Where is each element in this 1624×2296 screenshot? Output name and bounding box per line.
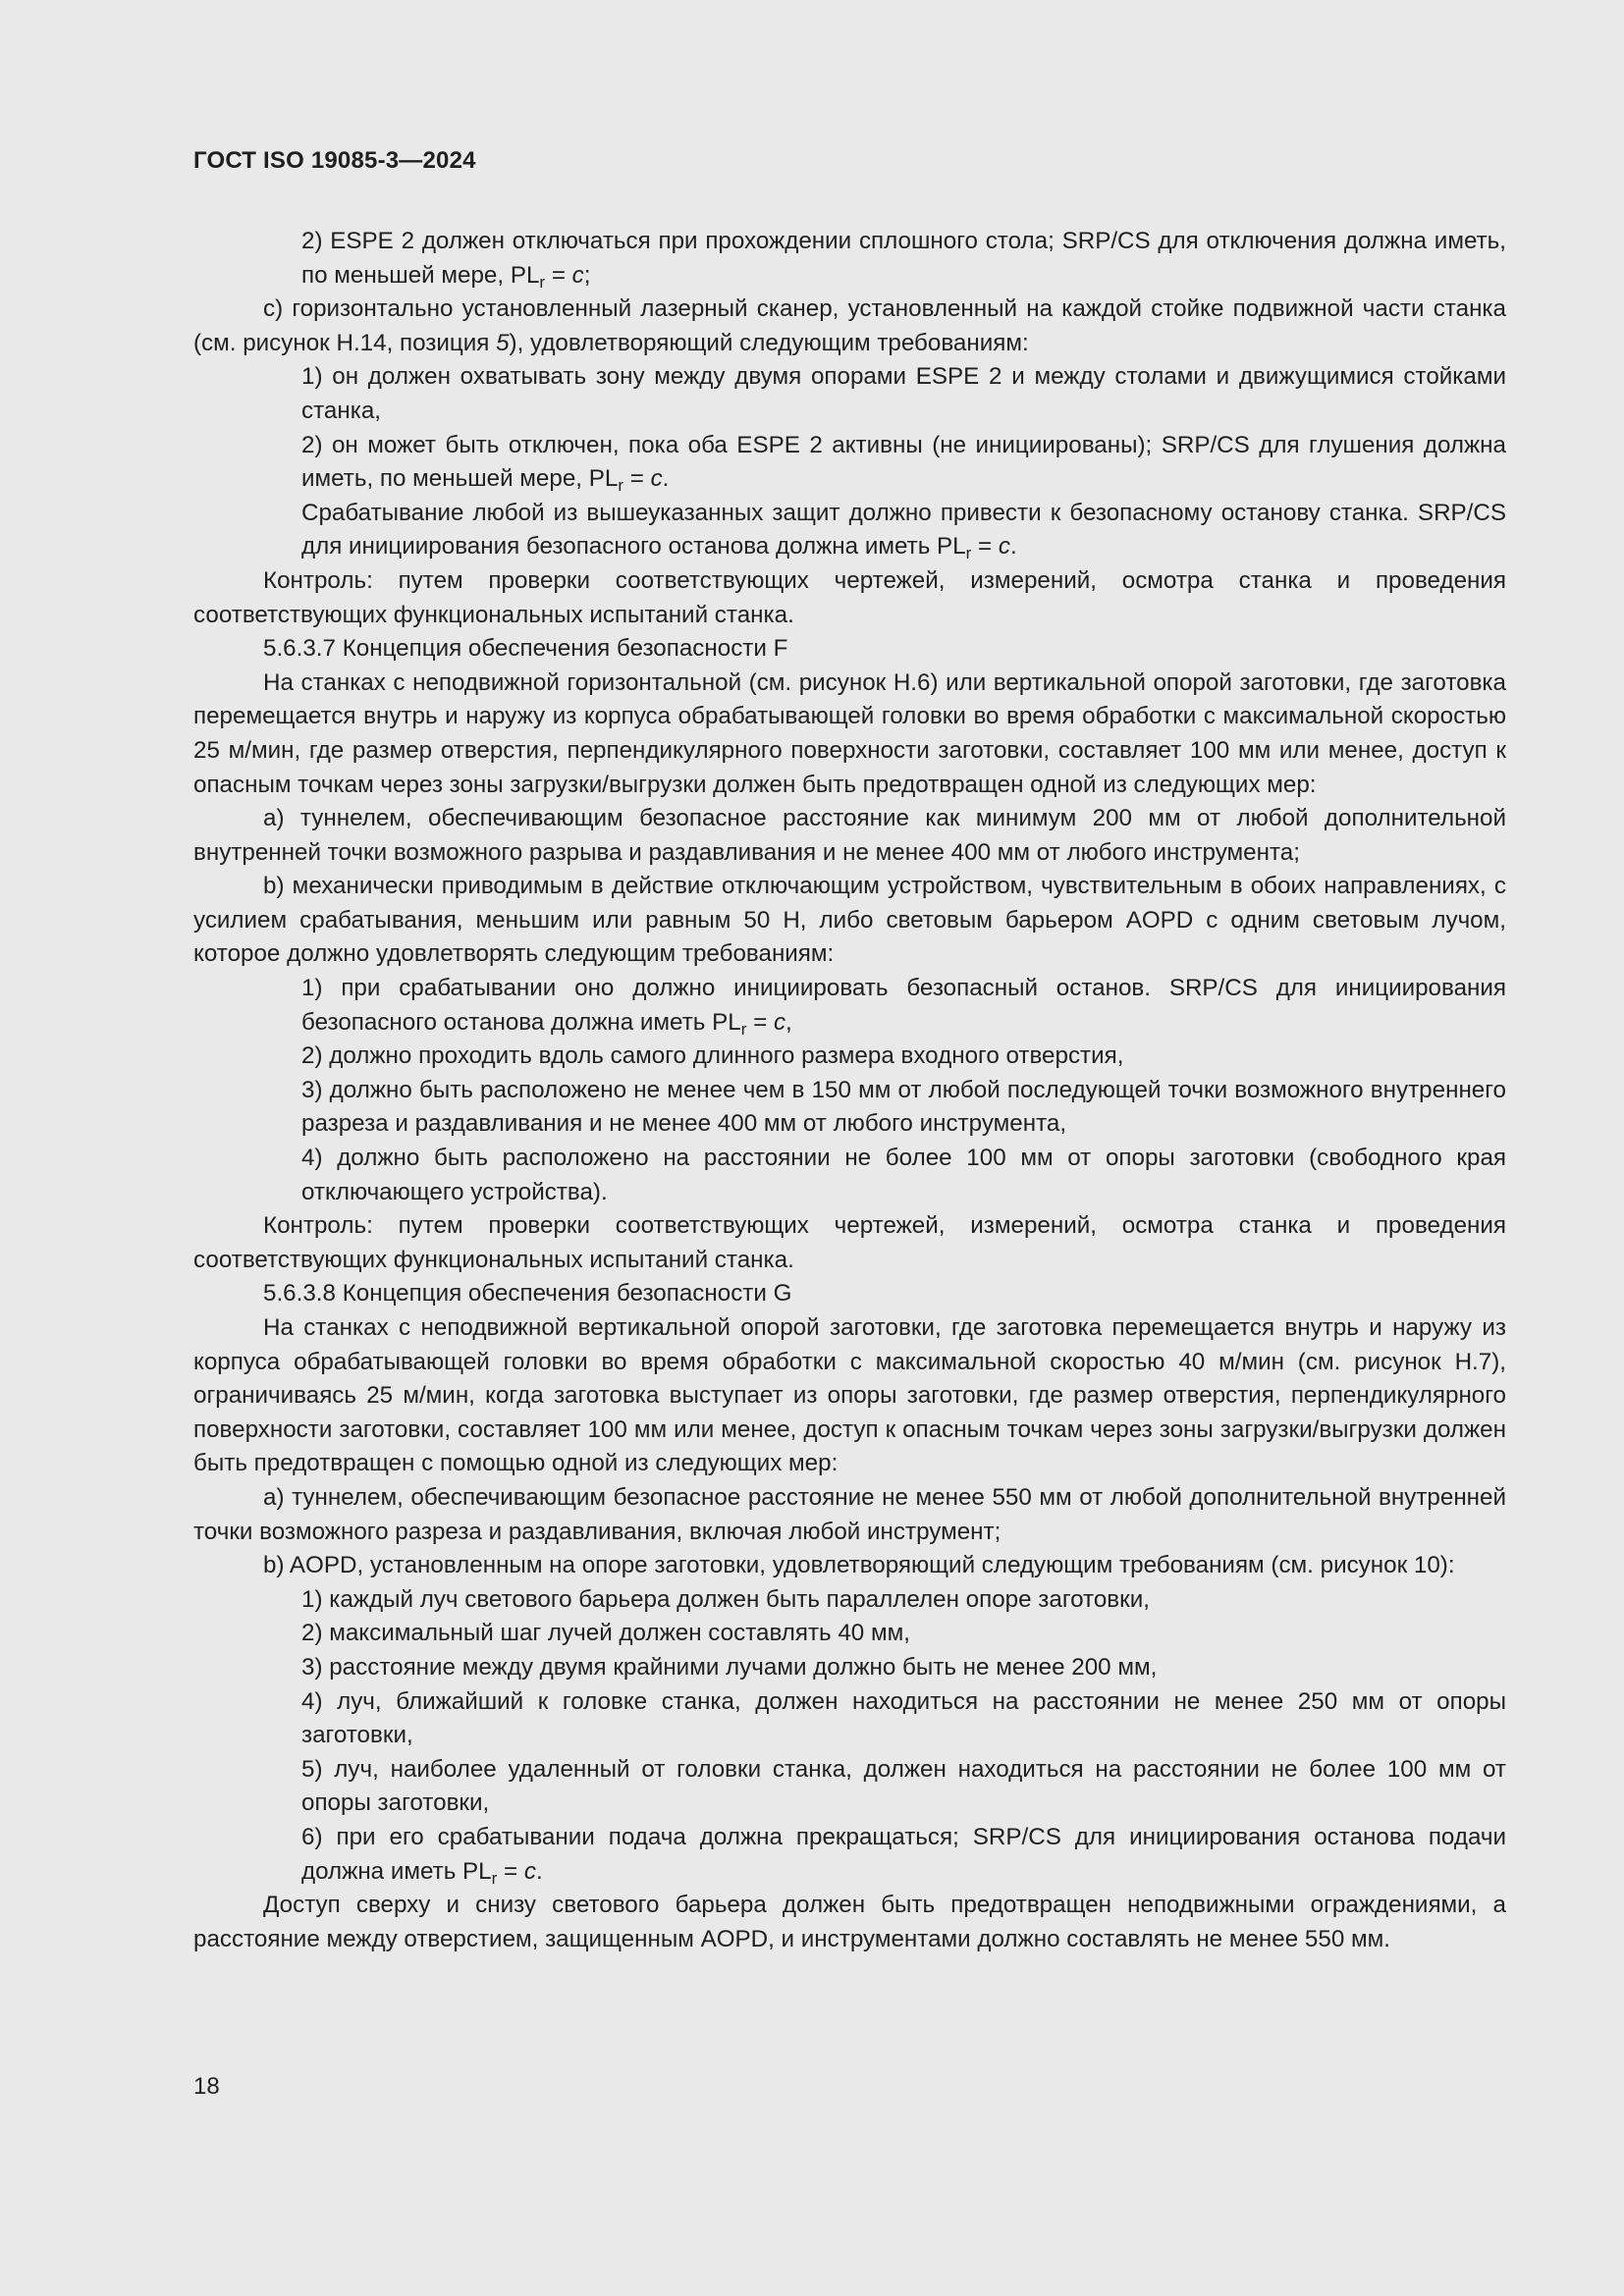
paragraph: 2) должно проходить вдоль самого длинного размера входного отверстия, (301, 1042, 1124, 1070)
section-heading: 5.6.3.7 Концепция обеспечения безопасности F (263, 635, 788, 663)
paragraph: 1) при срабатывании оно должно инициировать безопасный останов. SRP/CS для инициирования безопасного останова должна иметь $PL_r = c$, (301, 975, 1506, 1039)
document-header: ГОСТ ISO 19085-3—2024 (193, 147, 476, 174)
page-number: 18 (193, 2073, 220, 2100)
paragraph: a) туннелем, обеспечивающим безопасное расстояние не менее 550 мм от любой дополнительной внутренней точки возможного разреза и раздавливания, включая любой инструмент; (193, 1483, 1506, 1545)
document-body (193, 225, 1506, 1956)
section-heading: 5.6.3.8 Концепция обеспечения безопасности G (263, 1280, 792, 1308)
paragraph: 4) должно быть расположено на расстоянии не более 100 мм от опоры заготовки (свободного края отключающего устройства). (301, 1145, 1506, 1205)
paragraph: 1) каждый луч светового барьера должен быть параллелен опоре заготовки, (301, 1585, 1150, 1613)
paragraph: b) AOPD, установленным на опоре заготовки, удовлетворяющий следующим требованиям (см. рисунок 10): (263, 1552, 1455, 1579)
paragraph: 3) расстояние между двумя крайними лучами должно быть не менее 200 мм, (301, 1653, 1158, 1681)
paragraph: b) механически приводимым в действие отключающим устройством, чувствительным в обоих направлениях, с усилием срабатывания, меньшим или равным 50 Н, либо световым барьером AOPD с одним световым лучом, которое должно удовлетворять следующим требованиям: (193, 873, 1506, 968)
paragraph: 3) должно быть расположено не менее чем в 150 мм от любой последующей точки возможного внутреннего разреза и раздавливания и не менее 400 мм от любого инструмента, (301, 1076, 1506, 1138)
paragraph: Контроль: путем проверки соответствующих чертежей, измерений, осмотра станка и проведения соответствующих функциональных испытаний станка. (193, 1212, 1506, 1273)
paragraph: 2) он может быть отключен, пока оба ESPE 2 активны (не инициированы); SRP/CS для глушения должна иметь, по меньшей мере, $PL_r = c$. (301, 431, 1506, 496)
paragraph: 6) при его срабатывании подача должна прекращаться; SRP/CS для инициирования останова подачи должна иметь $PL_r = c$. (301, 1823, 1506, 1888)
paragraph: Контроль: путем проверки соответствующих чертежей, измерений, осмотра станка и проведения соответствующих функциональных испытаний станка. (193, 566, 1506, 628)
paragraph: 5) луч, наиболее удаленный от головки станка, должен находиться на расстоянии не более 100 мм от опоры заготовки, (301, 1755, 1506, 1817)
paragraph: Доступ сверху и снизу светового барьера должен быть предотвращен неподвижными ограждениями, а расстояние между отверстием, защищенным AOPD, и инструментами должно составлять не менее 550 мм. (193, 1892, 1506, 1952)
paragraph: Срабатывание любой из вышеуказанных защит должно привести к безопасному останову станка. SRP/CS для инициирования безопасного останова должна иметь $PL_r = c$. (301, 499, 1506, 563)
paragraph: a) туннелем, обеспечивающим безопасное расстояние как минимум 200 мм от любой дополнительной внутренней точки возможного разрыва и раздавливания и не менее 400 мм от любого инструмента; (193, 805, 1506, 866)
paragraph: На станках с неподвижной горизонтальной (см. рисунок H.6) или вертикальной опорой заготовки, где заготовка перемещается внутрь и наружу из корпуса обрабатывающей головки во время обработки с максимальной скоростью 25 м/мин, где размер отверстия, перпендикулярного поверхности заготовки, составляет 100 мм или менее, доступ к опасным точкам через зоны загрузки/выгрузки должен быть предотвращен одной из следующих мер: (193, 668, 1506, 798)
paragraph: На станках с неподвижной вертикальной опорой заготовки, где заготовка перемещается внутрь и наружу из корпуса обрабатывающей головки во время обработки с максимальной скоростью 40 м/мин (см. рисунок H.7), ограничиваясь 25 м/мин, когда заготовка выступает из опоры заготовки, где размер отверстия, перпендикулярного поверхности заготовки, составляет 100 мм или менее, доступ к опасным точкам через зоны загрузки/выгрузки должен быть предотвращен с помощью одной из следующих мер: (193, 1314, 1506, 1477)
paragraph: 2) ESPE 2 должен отключаться при прохождении сплошного стола; SRP/CS для отключения должна иметь, по меньшей мере, $PL_r = c$; (301, 228, 1506, 292)
paragraph: 1) он должен охватывать зону между двумя опорами ESPE 2 и между столами и движущимися стойками станка, (301, 363, 1506, 424)
paragraph: 4) луч, ближайший к головке станка, должен находиться на расстоянии не менее 250 мм от опоры заготовки, (301, 1687, 1506, 1749)
paragraph: c) горизонтально установленный лазерный сканер, установленный на каждой стойке подвижной части станка (см. рисунок H.14, позиция 5), удовлетворяющий следующим требованиям: (193, 295, 1506, 356)
paragraph: 2) максимальный шаг лучей должен составлять 40 мм, (301, 1620, 910, 1647)
